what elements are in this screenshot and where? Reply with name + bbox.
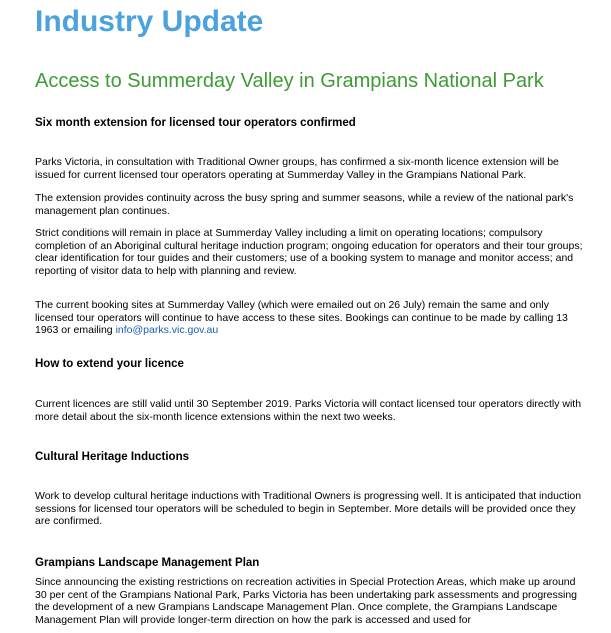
paragraph-conditions: Strict conditions will remain in place at Summerday Valley including a limit on operating locations; compulsory completion of an Aboriginal cultural heritage induction program; ongoing education for operators and their tour groups; clear identification for tour guides and their customers; use of a booking system to manage and monitor access; and reporting of visitor data to help with planning and review. — [35, 227, 583, 277]
heading-landscape-plan: Grampians Landscape Management Plan — [35, 557, 260, 569]
article-title: Access to Summerday Valley in Grampians National Park — [35, 70, 544, 92]
heading-cultural-heritage: Cultural Heritage Inductions — [35, 451, 189, 463]
heading-extend-licence: How to extend your licence — [35, 358, 184, 370]
paragraph-booking-sites — [35, 299, 585, 337]
masthead-title: Industry Update — [35, 5, 264, 38]
paragraph-extend-licence: Current licences are still valid until 30 September 2019. Parks Victoria will contact licensed tour operators directly with more detail about the six-month licence extensions within the next two weeks. — [35, 398, 582, 423]
email-link[interactable]: info@parks.vic.gov.au — [115, 324, 219, 337]
paragraph-continuity: The extension provides continuity across the busy spring and summer seasons, while a review of the national park's management plan continues. — [35, 192, 574, 217]
paragraph-cultural-heritage: Work to develop cultural heritage inductions with Traditional Owners is progressing well. It is anticipated that induction sessions for licensed tour operators will be scheduled to begin in September. More details will be provided once they are confirmed. — [35, 490, 582, 528]
paragraph-licence-extension: Parks Victoria, in consultation with Traditional Owner groups, has confirmed a six-month licence extension will be issued for current licensed tour operators operating at Summerday Valley in the Grampians National Park. — [35, 156, 559, 181]
paragraph-landscape-plan: Since announcing the existing restrictions on recreation activities in Special Protection Areas, which make up around 30 per cent of the Grampians National Park, Parks Victoria has been undertaking park assessments and progressing the development of a new Grampians Landscape Management Plan. Once complete, the Grampians Landscape Management Plan will provide longer-term direction on how the park is accessed and used for — [35, 576, 578, 626]
lead-heading: Six month extension for licensed tour operators confirmed — [35, 117, 356, 129]
booking-text: The current booking sites at Summerday Valley (which were emailed out on 26 July) remain the same and only licensed tour operators will continue to have access to these sites. Bookings can continue to be made by calling 13 1963 or emailing — [35, 299, 568, 337]
